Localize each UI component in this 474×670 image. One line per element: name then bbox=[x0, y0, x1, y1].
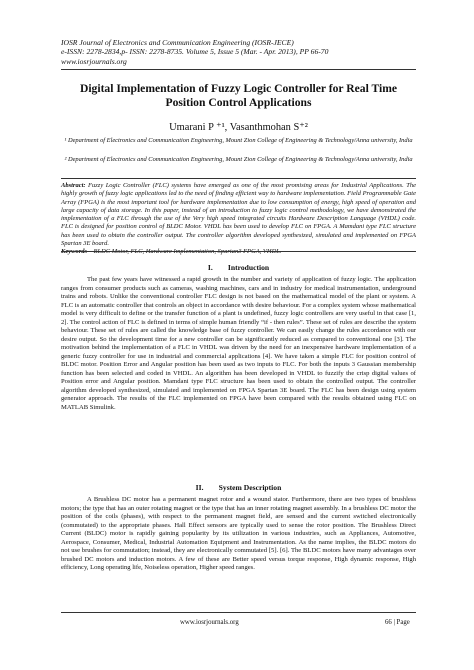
affiliation-2: ² Department of Electronics and Communication Engineering, Mount Zion College of Engineering & Technology/Anna university, India bbox=[64, 156, 413, 163]
paper-authors: Umarani P ⁺¹, Vasanthmohan S⁺² bbox=[169, 122, 308, 133]
footer-url: www.iosrjournals.org bbox=[180, 619, 239, 626]
header-divider bbox=[61, 69, 416, 70]
abstract-label: Abstract: bbox=[61, 182, 86, 189]
journal-name: IOSR Journal of Electronics and Communication Engineering (IOSR-JECE) bbox=[61, 38, 294, 47]
abstract-block bbox=[61, 182, 416, 257]
paper-title: Digital Implementation of Fuzzy Logic Controller for Real Time Position Control Applications bbox=[79, 82, 398, 109]
journal-site: www.iosrjournals.org bbox=[61, 56, 127, 66]
abstract-bottom-divider bbox=[61, 251, 416, 252]
journal-issn: e-ISSN: 2278-2834,p- ISSN: 2278-8735. Volume 5, Issue 5 (Mar. - Apr. 2013), PP 66-70 bbox=[61, 47, 329, 57]
keywords-label: Keywords bbox=[61, 248, 87, 256]
abstract-text: Fuzzy Logic Controller (FLC) systems have emerged as one of the most promising areas for Industrial Applications. The highly growth of fuzzy logic applications led to the need of finding efficient way to hardware implementation. Field Programmable Gate Array (FPGA) is the most important tool for hardware implementation due to low consumption of energy, high speed of operation and large capacity of data storage. In this paper, instead of an introduction to fuzzy logic control methodology, we have demonstrated the implementation of a FLC through the use of the Very high speed integrated circuits Hardware Description Language (VHDL) code. FLC is designed for position control of BLDC Motor. VHDL has been used to develop FLC on FPGA. A Mamdani type FLC structure has been used to obtain the controller output. The controller algorithm developed synthesized, simulated and implemented on FPGA Spartan 3E board. bbox=[61, 182, 416, 248]
abstract-top-divider bbox=[61, 178, 416, 179]
affiliation-1: ¹ Department of Electronics and Communication Engineering, Mount Zion College of Engineering & Technology/Anna university, India bbox=[64, 137, 413, 144]
keywords-text: – BLDC Motor, FLC, Hardware Implementation, Spartan3 FPGA, VHDL. bbox=[88, 248, 282, 256]
footer-page-number: 66 | Page bbox=[385, 619, 410, 626]
footer-divider bbox=[61, 612, 416, 613]
system-description-text: A Brushless DC motor has a permanent magnet rotor and a wound stator. Furthermore, there are two types of brushless motors; the type that has an outer rotating magnet or the type that has an inner rotating magnet assembly. In a brushless DC motor the position of the coils (phases), with respect to the permanent magnet field, are sensed and the current switched electronically (commutated) to the appropriate phases. Hall Effect sensors are typically used to sense the rotor position. The Brushless Direct Current (BLDC) motor is rapidly gaining popularity by its utilization in various industries, such as Appliances, Automotive, Aerospace, Consumer, Medical, Industrial Automation Equipment and Instrumentation. As the name implies, the BLDC motors do not use brushes for commutation; instead, they are electronically commutated [5]. [6]. The BLDC motors have many advantages over brushed DC motors and induction motors. A few of these are Better speed versus torque response, High dynamic response, High efficiency, Long operating life, Noiseless operation, Higher speed ranges. bbox=[61, 496, 416, 571]
introduction-text: The past few years have witnessed a rapid growth in the number and variety of application of fuzzy logic. The application ranges from consumer products such as cameras, washing machines, cars and in industry for medical instrumentation, underground trains and robots. Unlike the conventional controller FLC design is not based on the mathematical model of the plant or system. A FLC is an automatic controller that controls an object in accordance with desire behaviour. For a complex system whose mathematical model is very difficult to define or the transfer function of a plant is undefined, fuzzy logic controllers are very useful in that case [1, 2]. The control action of FLC is defined in terms of simple human friendly “if - then rules”. These set of rules are describe the system behaviour. These set of rules are called the knowledge base of fuzzy controller. We can easily change the rules accordance with our desire output. So the development time for a new controller can be significantly reduced as compared to conventional one [3]. The motivation behind the implementation of a FLC in VHDL was driven by the need for an inexpensive hardware implementation of a generic fuzzy controller for use in industrial and commercial applications [4]. We have taken a simple FLC for position control of BLDC motor. Position Error and Angular position has been used as two inputs to FLC. For both the inputs 3 Gaussian membership function has been selected and coded in VHDL. An algorithm has been developed in VHDL to fuzzify the crisp digital values of Position error and Angular position. Mamdani type FLC structure has been used to obtain the controlled output. The controller algorithm developed synthesized, simulated and implemented on FPGA Spartan 3E board. The FLC has been design using system generator approach. The results of the FLC implemented on FPGA have been compared with the results obtained using FLC on MATLAB Simulink. bbox=[61, 276, 416, 411]
section-heading-introduction: I. Introduction bbox=[207, 263, 270, 272]
journal-header bbox=[61, 38, 421, 66]
section-heading-system-description: II. System Description bbox=[195, 483, 282, 492]
